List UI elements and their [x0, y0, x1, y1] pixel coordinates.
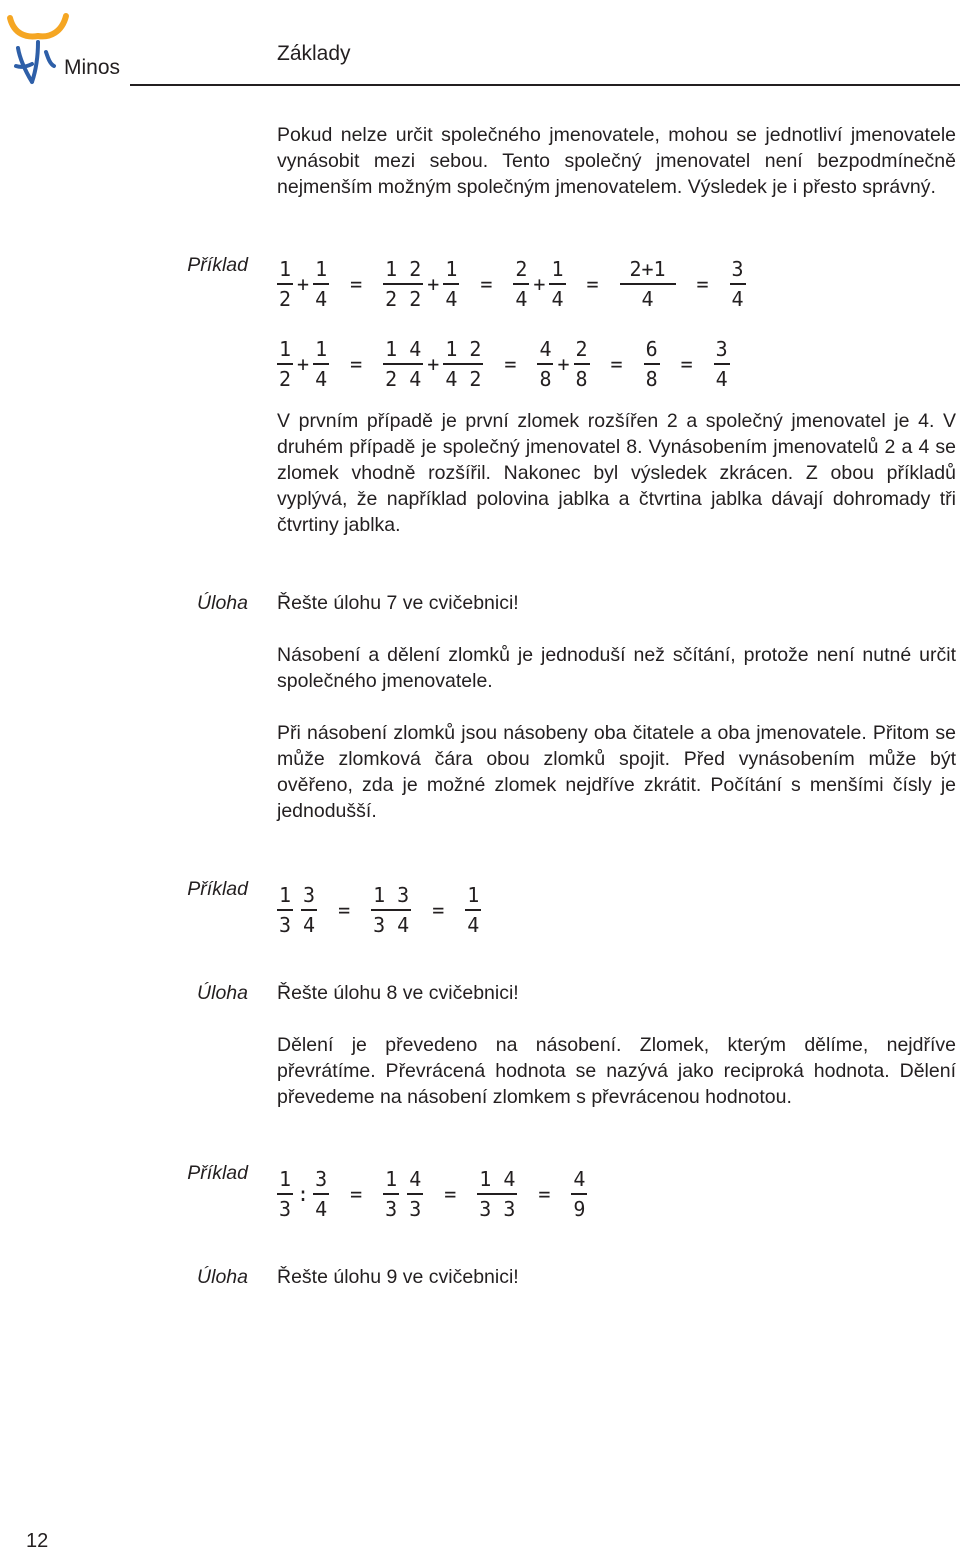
fraction: $\frac{1}{3}$ — [385, 1167, 398, 1221]
equals-sign: = — [480, 272, 493, 296]
fraction: $\frac{3}{4}$ — [315, 1167, 328, 1221]
equals-sign: = — [538, 1182, 551, 1206]
brand-name: Minos — [64, 56, 121, 79]
task-8-text: Řešte úlohu 8 ve cvičebnici! — [277, 982, 519, 1004]
fraction: $\frac{1}{4}$ — [467, 883, 480, 937]
paragraph-explanation: V prvním případě je první zlomek rozšířen 2 a společný jmenovatel je 4. V druhém případě je společný jmenovatel 8. Vynásobením jmenovatelů 2 a 4 se zlomek vhodně rozšířil. Nakonec byl výsledek zkrácen. Z obou příkladů vyplývá, že například polovina jablka a čtvrtina jablka dávají dohromady tři čtvrtiny jablka. — [277, 410, 956, 536]
division-sign: : — [297, 1182, 310, 1206]
equals-sign: = — [586, 272, 599, 296]
example-label: Příklad — [187, 1162, 248, 1184]
fraction: $\frac{1 2}{2 2}$ — [385, 257, 422, 311]
equals-sign: = — [350, 272, 363, 296]
fraction: $\frac{3}{4}$ — [731, 257, 744, 311]
equals-sign: = — [350, 352, 363, 376]
fraction: $\frac{1 2}{4 2}$ — [445, 337, 482, 391]
plus-sign: + — [427, 272, 440, 296]
fraction: $\frac{4}{9}$ — [573, 1167, 586, 1221]
equation-addition-2 — [277, 334, 730, 394]
equation-multiplication — [277, 880, 481, 940]
plus-sign: + — [557, 352, 570, 376]
equals-sign: = — [338, 898, 351, 922]
fraction: $\frac{1}{4}$ — [315, 337, 328, 391]
example-label: Příklad — [187, 878, 248, 900]
paragraph-division-rule: Dělení je převedeno na násobení. Zlomek, kterým dělíme, nejdříve převrátíme. Převrácená hodnota se nazývá jako reciproká hodnota. Dělení převedeme na násobení zlomkem s převrácenou hodnotou. — [277, 1034, 956, 1108]
plus-sign: + — [533, 272, 546, 296]
fraction: $\frac{2}{8}$ — [575, 337, 588, 391]
fraction: $\frac{1}{4}$ — [551, 257, 564, 311]
equals-sign: = — [432, 898, 445, 922]
fraction: 1 2 — [279, 257, 292, 311]
fraction: $\frac{1 4}{2 4}$ — [385, 337, 422, 391]
plus-sign: + — [297, 352, 310, 376]
equals-sign: = — [610, 352, 623, 376]
paragraph-multiplication-intro: Násobení a dělení zlomků je jednoduší než sčítání, protože není nutné určit společného jmenovatele. — [277, 644, 956, 692]
fraction: $\frac{3}{4}$ — [303, 883, 316, 937]
equals-sign: = — [680, 352, 693, 376]
fraction: $\frac{6}{8}$ — [645, 337, 658, 391]
page-number: 12 — [26, 1530, 49, 1552]
equals-sign: = — [350, 1182, 363, 1206]
minos-logo — [4, 8, 70, 88]
task-label: Úloha — [197, 1266, 248, 1288]
fraction: 1 3 — [279, 883, 292, 937]
paragraph-multiplication-rule: Při násobení zlomků jsou násobeny oba čitatele a oba jmenovatele. Přitom se může zlomková čára obou zlomků spojit. Před vynásobením může být ověřeno, zda je možné zlomek nejdříve zkrátit. Počítání s menšími čísly je jednodušší. — [277, 722, 956, 822]
fraction: $\frac{2}{4}$ — [515, 257, 528, 311]
example-label: Příklad — [187, 254, 248, 276]
fraction: 1 3 — [279, 1167, 292, 1221]
fraction: $\frac{1}{4}$ — [445, 257, 458, 311]
plus-sign: + — [427, 352, 440, 376]
equation-division — [277, 1164, 587, 1224]
fraction: $\frac{1 4}{3 3}$ — [479, 1167, 516, 1221]
task-label: Úloha — [197, 592, 248, 614]
equals-sign: = — [696, 272, 709, 296]
header-rule — [130, 84, 960, 86]
fraction: $\frac{4}{3}$ — [409, 1167, 422, 1221]
plus-sign: + — [297, 272, 310, 296]
equals-sign: = — [444, 1182, 457, 1206]
section-title: Základy — [277, 42, 351, 65]
fraction: $\frac{4}{8}$ — [539, 337, 552, 391]
task-label: Úloha — [197, 982, 248, 1004]
paragraph-common-denominator: Pokud nelze určit společného jmenovatele, mohou se jednotliví jmenovatele vynásobit mezi sebou. Tento společný jmenovatel není bezpodmínečně nejmenším možným společným jmenovatelem. Výsledek je i přesto správný. — [277, 124, 956, 198]
task-7-text: Řešte úlohu 7 ve cvičebnici! — [277, 592, 519, 614]
equals-sign: = — [504, 352, 517, 376]
fraction: $\frac{3}{4}$ — [715, 337, 728, 391]
task-9-text: Řešte úlohu 9 ve cvičebnici! — [277, 1266, 519, 1288]
fraction: $\frac{2+1}{4}$ — [620, 258, 676, 310]
fraction: $\frac{1 3}{3 4}$ — [373, 883, 410, 937]
equation-addition-1 — [277, 254, 746, 314]
fraction: 1 2 — [279, 337, 292, 391]
fraction: $\frac{1}{4}$ — [315, 257, 328, 311]
